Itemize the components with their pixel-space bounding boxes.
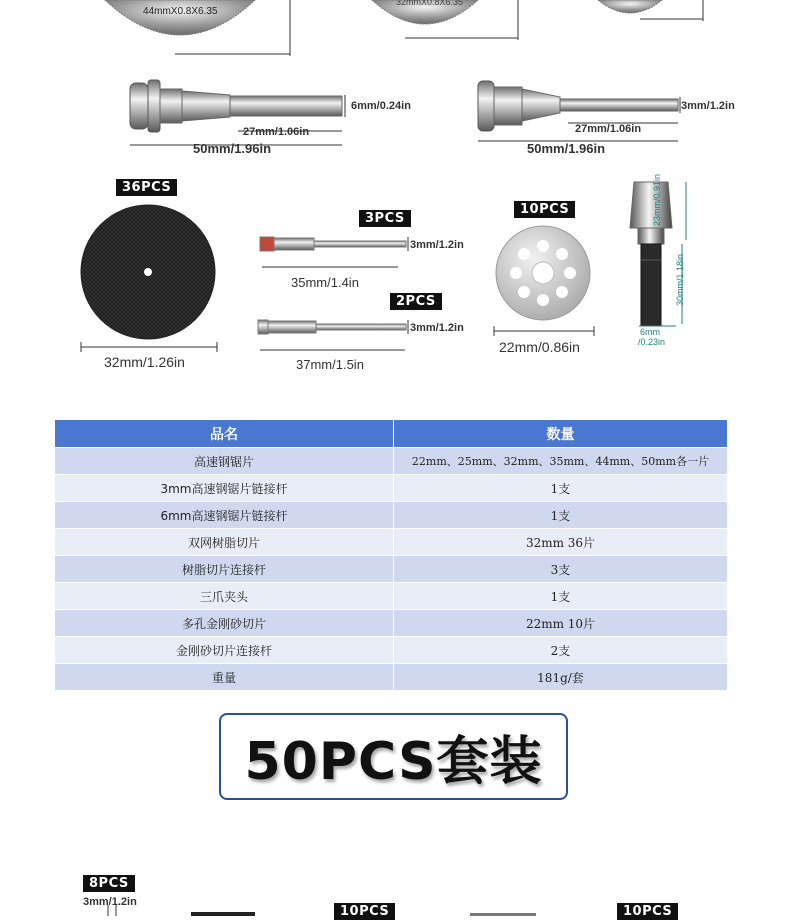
table-header-row xyxy=(55,420,728,448)
row-qty: 1支 xyxy=(394,502,728,529)
row-qty: 2支 xyxy=(394,637,728,664)
header-product-name: 品名 xyxy=(55,420,394,448)
rod-3pcs-diameter: 3mm/1.2in xyxy=(410,239,464,251)
blade2-size-label: 32mmX0.8X6.35 xyxy=(396,0,464,7)
mandrel-right-shaft: 27mm/1.06in xyxy=(575,123,642,135)
rod-2pcs-diameter: 3mm/1.2in xyxy=(410,322,464,334)
resin-disc-illustration xyxy=(80,204,220,344)
row-name: 6mm高速钢锯片链接杆 xyxy=(55,502,394,529)
resin-disc-dimension-line xyxy=(80,340,220,354)
chuck-top-dimension: 23mm/0.91in xyxy=(652,173,662,226)
blade1-size-label: 44mmX0.8X6.35 xyxy=(143,6,218,17)
mandrel-right-diameter: 3mm/1.2in xyxy=(681,100,735,112)
resin-disc-count-badge: 36PCS xyxy=(116,179,177,196)
diamond-disc-count-badge: 10PCS xyxy=(514,201,575,218)
table-row xyxy=(55,475,728,502)
spec-table xyxy=(54,419,728,691)
mandrel-right-length: 50mm/1.96in xyxy=(527,141,606,156)
row-name: 金刚砂切片连接杆 xyxy=(55,637,394,664)
rod-2pcs-length: 37mm/1.5in xyxy=(296,357,364,372)
bottom-badge-10pcs-b: 10PCS xyxy=(617,903,678,920)
row-qty: 1支 xyxy=(394,475,728,502)
set-title: 50PCS套装 xyxy=(244,732,543,792)
table-row xyxy=(55,556,728,583)
table-row xyxy=(55,448,728,475)
row-name: 多孔金刚砂切片 xyxy=(55,610,394,637)
mandrel-left-diameter: 6mm/0.24in xyxy=(351,100,411,112)
row-name: 3mm高速钢锯片链接杆 xyxy=(55,475,394,502)
resin-disc-size: 32mm/1.26in xyxy=(104,354,185,370)
chuck-bottom-dimension-2: /0.23in xyxy=(638,337,666,347)
chuck-bottom-dimension-1: 6mm xyxy=(640,327,660,337)
diamond-disc-dimension-line xyxy=(493,324,597,338)
row-qty: 181g/套 xyxy=(394,664,728,691)
rod-3pcs-length: 35mm/1.4in xyxy=(291,275,359,290)
table-row xyxy=(55,529,728,556)
bottom-dimension-line xyxy=(100,905,140,916)
row-qty: 22mm、25mm、32mm、35mm、44mm、50mm各一片 xyxy=(394,448,728,475)
row-name: 树脂切片连接杆 xyxy=(55,556,394,583)
bottom-badge-10pcs-a: 10PCS xyxy=(334,903,395,920)
diamond-disc-illustration xyxy=(494,224,594,324)
mandrel-left-length: 50mm/1.96in xyxy=(193,141,272,156)
row-name: 高速钢锯片 xyxy=(55,448,394,475)
row-name: 重量 xyxy=(55,664,394,691)
rod-3pcs-illustration xyxy=(258,233,418,273)
set-title-banner xyxy=(219,713,568,800)
header-quantity: 数量 xyxy=(394,420,728,448)
table-row xyxy=(55,664,728,691)
row-name: 双网树脂切片 xyxy=(55,529,394,556)
row-qty: 22mm 10片 xyxy=(394,610,728,637)
rod-3pcs-badge: 3PCS xyxy=(359,210,411,227)
row-name: 三爪夹头 xyxy=(55,583,394,610)
mandrel-left-shaft: 27mm/1.06in xyxy=(243,126,310,138)
row-qty: 3支 xyxy=(394,556,728,583)
diamond-disc-size: 22mm/0.86in xyxy=(499,339,580,355)
table-row xyxy=(55,583,728,610)
top-blades-illustration xyxy=(0,0,790,60)
rod-2pcs-illustration xyxy=(255,316,415,356)
row-qty: 32mm 36片 xyxy=(394,529,728,556)
table-row xyxy=(55,610,728,637)
rod-2pcs-badge: 2PCS xyxy=(390,293,442,310)
table-row xyxy=(55,502,728,529)
bottom-dimension-1: 3mm/1.2in xyxy=(83,896,137,908)
row-qty: 1支 xyxy=(394,583,728,610)
table-row xyxy=(55,637,728,664)
chuck-mid-dimension: 30mm/1.18in xyxy=(675,253,685,306)
bottom-part-edge-1 xyxy=(191,912,255,916)
bottom-badge-8pcs: 8PCS xyxy=(83,875,135,892)
